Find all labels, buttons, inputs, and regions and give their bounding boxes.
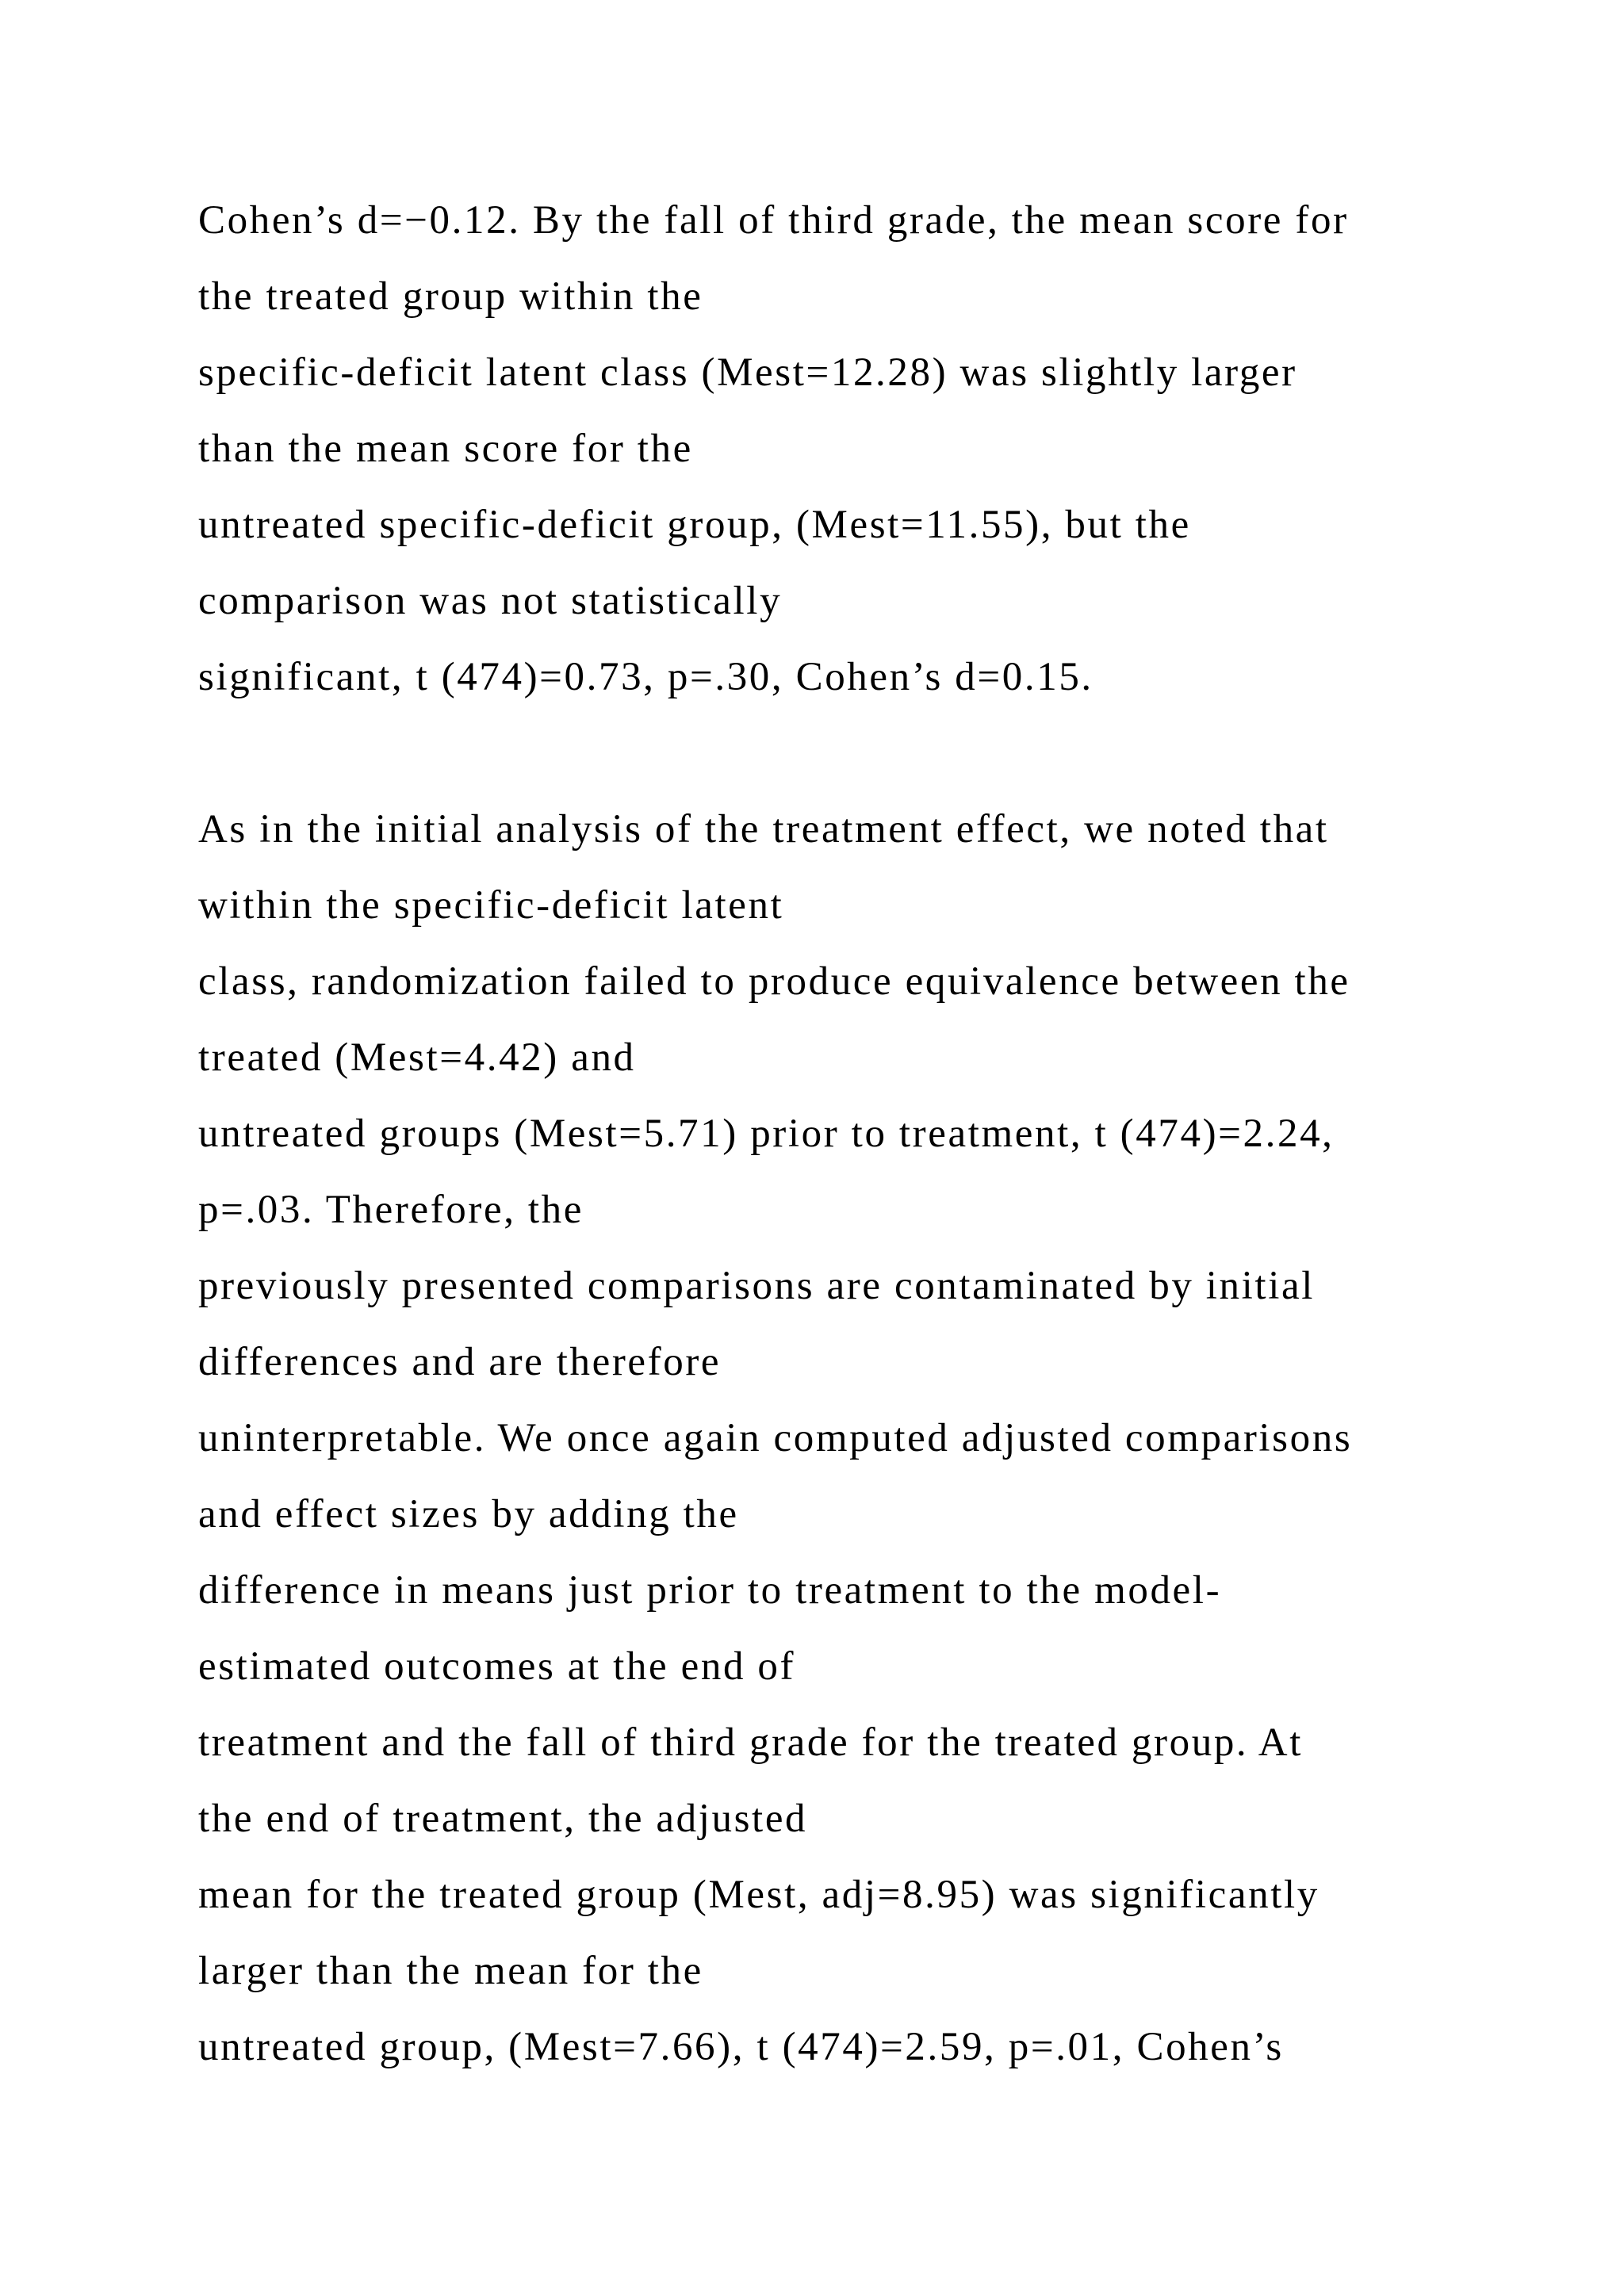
text-line: untreated group, (Mest=7.66), t (474)=2.59, p=.01, Cohen’s bbox=[198, 2025, 1284, 2069]
text-line: untreated groups (Mest=5.71) prior to treatment, t (474)=2.24, bbox=[198, 1112, 1335, 1156]
text-line: specific-deficit latent class (Mest=12.28) was slightly larger bbox=[198, 350, 1297, 395]
text-line: mean for the treated group (Mest, adj=8.95) was significantly bbox=[198, 1873, 1320, 1917]
text-line: the end of treatment, the adjusted bbox=[198, 1797, 808, 1841]
text-line: previously presented comparisons are contaminated by initial bbox=[198, 1264, 1315, 1308]
text-line: estimated outcomes at the end of bbox=[198, 1644, 796, 1689]
text-line: comparison was not statistically bbox=[198, 579, 783, 623]
text-line: difference in means just prior to treatment to the model- bbox=[198, 1568, 1222, 1613]
text-line: than the mean score for the bbox=[198, 427, 693, 471]
text-line: As in the initial analysis of the treatment effect, we noted that bbox=[198, 807, 1329, 851]
text-line: treatment and the fall of third grade for the treated group. At bbox=[198, 1720, 1304, 1765]
text-line: uninterpretable. We once again computed adjusted comparisons bbox=[198, 1416, 1353, 1460]
text-line: the treated group within the bbox=[198, 274, 703, 319]
text-line: significant, t (474)=0.73, p=.30, Cohen’s d=0.15. bbox=[198, 655, 1094, 699]
text-line: untreated specific-deficit group, (Mest=11.55), but the bbox=[198, 503, 1191, 547]
text-line: within the specific-deficit latent bbox=[198, 883, 784, 928]
text-line: treated (Mest=4.42) and bbox=[198, 1035, 636, 1080]
text-line: and effect sizes by adding the bbox=[198, 1492, 739, 1536]
text-line: p=.03. Therefore, the bbox=[198, 1188, 584, 1232]
text-line: differences and are therefore bbox=[198, 1340, 722, 1384]
text-line: class, randomization failed to produce equivalence between the bbox=[198, 959, 1350, 1004]
text-line: Cohen’s d=−0.12. By the fall of third grade, the mean score for bbox=[198, 198, 1349, 243]
text-line: larger than the mean for the bbox=[198, 1949, 703, 1993]
